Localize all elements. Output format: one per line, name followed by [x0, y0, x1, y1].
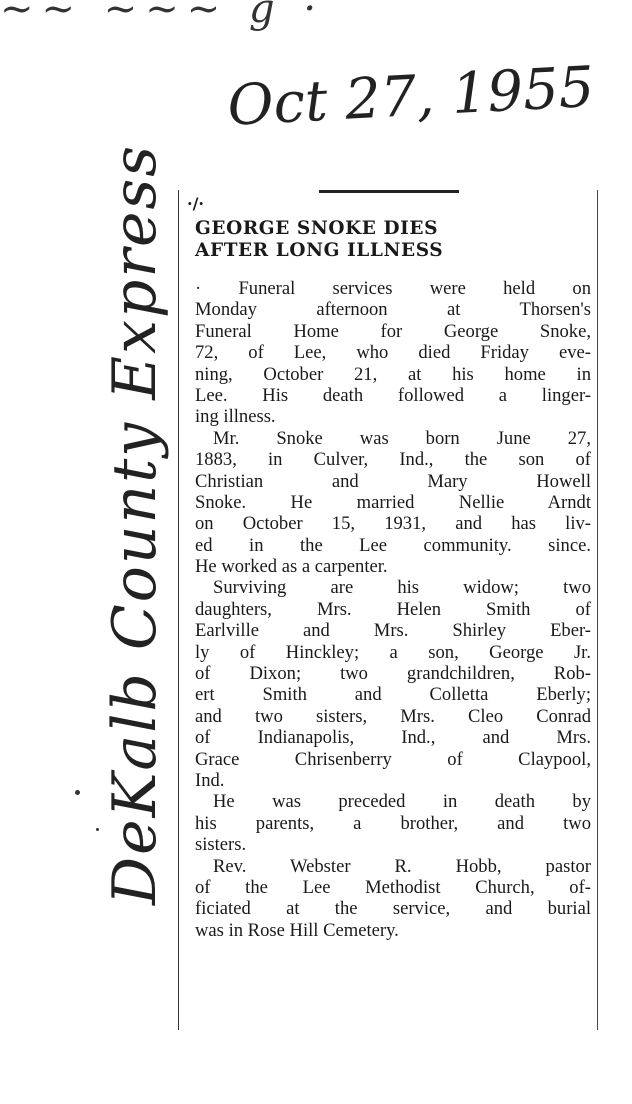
article-line: Monday afternoon at Thorsen's	[195, 299, 591, 321]
article-line: He was preceded in death by	[213, 791, 591, 813]
clipping-top-rule	[319, 190, 459, 193]
article-line: · Funeral services were held on	[195, 278, 591, 299]
article-line: his parents, a brother, and two	[195, 812, 591, 834]
article-line: ing illness.	[195, 406, 276, 428]
ink-speck	[75, 790, 80, 795]
article-line: of the Lee Methodist Church, of-	[195, 876, 591, 898]
handwritten-top-scrawl: ~~ ~~~ g ·	[0, 0, 325, 32]
headline-line-2: AFTER LONG ILLNESS	[195, 240, 444, 261]
article-line: Mr. Snoke was born June 27,	[213, 427, 591, 449]
article-line: Ind.	[195, 769, 225, 791]
handwritten-side-note: DeKalb County Express	[100, 143, 170, 905]
article-line: and two sisters, Mrs. Cleo Conrad	[195, 705, 591, 727]
headline-line-1: GEORGE SNOKE DIES	[195, 218, 439, 239]
article-line: He worked as a carpenter.	[195, 556, 388, 578]
article-line: ning, October 21, at his home in	[195, 363, 591, 385]
article-line: Earlville and Mrs. Shirley Eber-	[195, 620, 591, 642]
article-body	[195, 278, 591, 941]
article-headline	[195, 218, 591, 262]
article-line: Lee. His death followed a linger-	[195, 384, 591, 406]
article-line: Rev. Webster R. Hobb, pastor	[213, 855, 591, 877]
article-line: was in Rose Hill Cemetery.	[195, 919, 399, 941]
article-line: ert Smith and Colletta Eberly;	[195, 684, 591, 706]
article-line: of Indianapolis, Ind., and Mrs.	[195, 727, 591, 749]
article-line: Surviving are his widow; two	[213, 577, 591, 599]
article-line: daughters, Mrs. Helen Smith of	[195, 598, 591, 620]
article-line: ly of Hinckley; a son, George Jr.	[195, 641, 591, 663]
ink-speck	[96, 828, 99, 831]
handwritten-date: Oct 27, 1955	[226, 54, 596, 139]
newspaper-clipping	[178, 190, 598, 1030]
article-line: Funeral Home for George Snoke,	[195, 320, 591, 342]
article-line: Snoke. He married Nellie Arndt	[195, 491, 591, 513]
article-line: Christian and Mary Howell	[195, 470, 591, 492]
article-line: Grace Chrisenberry of Claypool,	[195, 748, 591, 770]
article-line: of Dixon; two grandchildren, Rob-	[195, 663, 591, 685]
clipping-corner-mark: ·/·	[187, 194, 204, 213]
article-line: 72, of Lee, who died Friday eve-	[195, 342, 591, 364]
article-line: sisters.	[195, 834, 247, 856]
article-line: 1883, in Culver, Ind., the son of	[195, 449, 591, 471]
article-line: ficiated at the service, and burial	[195, 898, 591, 920]
article-line: ed in the Lee community. since.	[195, 534, 591, 556]
article-line: on October 15, 1931, and has liv-	[195, 513, 591, 535]
